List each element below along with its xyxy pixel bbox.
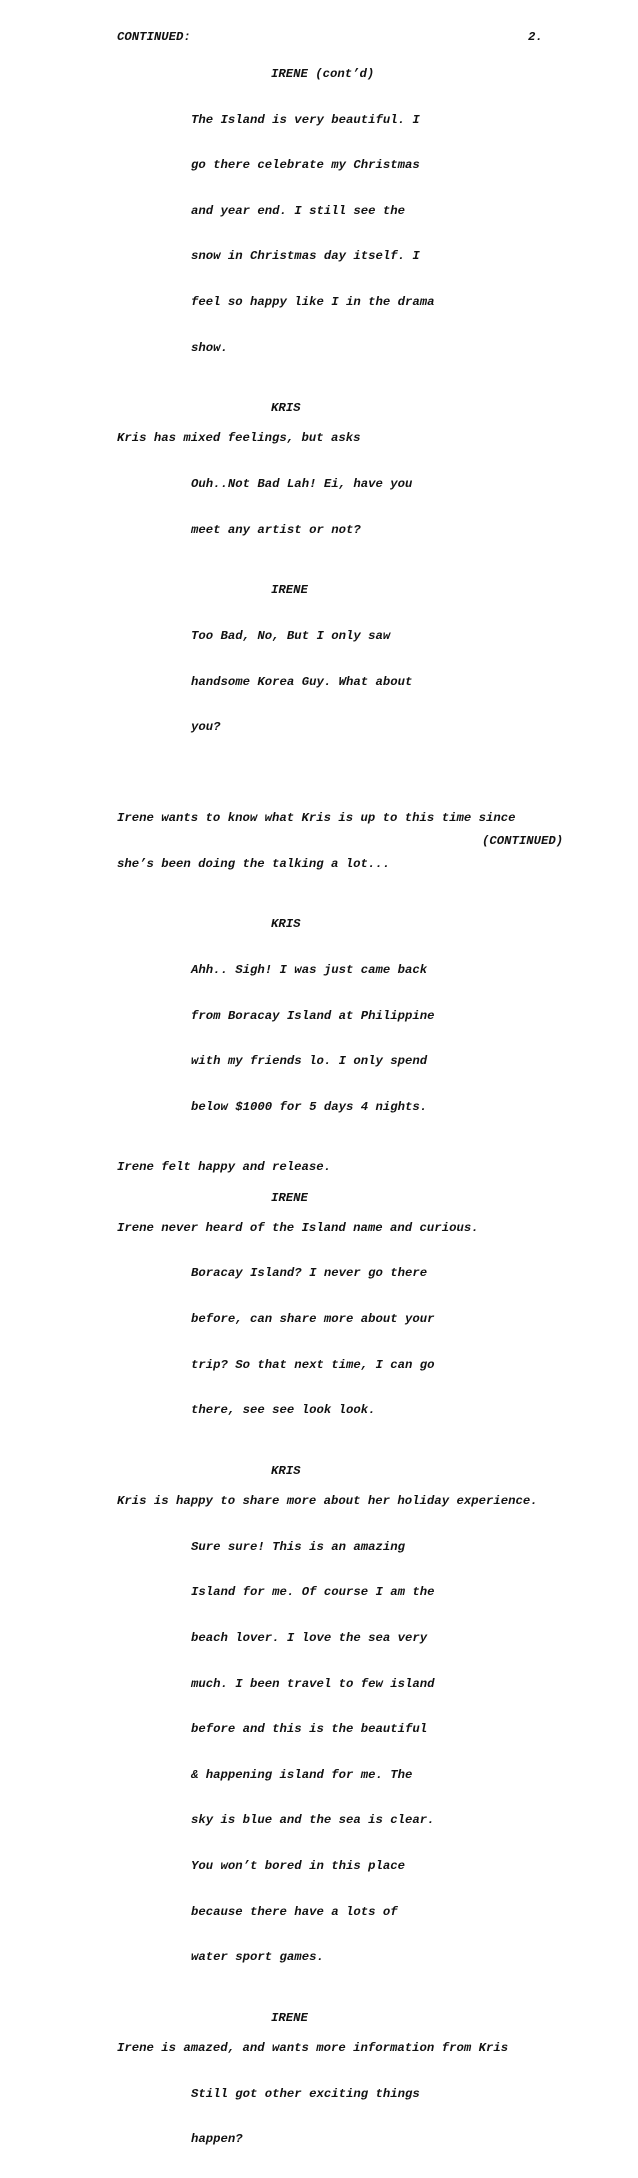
- dialogue-line: below $1000 for 5 days 4 nights.: [191, 1099, 428, 1114]
- dialogue-line: show.: [191, 340, 228, 355]
- character-name: IRENE: [271, 583, 308, 598]
- character-name: KRIS: [271, 1463, 301, 1478]
- character-name: IRENE (cont’d): [271, 67, 375, 81]
- dialogue-line: & happening island for me. The: [191, 1767, 413, 1782]
- action-line: Irene wants to know what Kris is up to this time since: [117, 811, 516, 826]
- dialogue-block: [117, 933, 587, 1146]
- action-line: Irene is amazed, and wants more information from Kris: [117, 2040, 509, 2055]
- dialogue-block: [117, 82, 587, 386]
- character-name: KRIS: [271, 917, 301, 932]
- dialogue-line: Ouh..Not Bad Lah! Ei, have you: [191, 477, 413, 492]
- dialogue-line: you?: [191, 720, 221, 735]
- dialogue-line: happen?: [191, 2132, 243, 2147]
- action-line: Kris is happy to share more about her holiday experience.: [117, 1494, 538, 1509]
- dialogue-line: before, can share more about your: [191, 1312, 435, 1327]
- action-line: Irene felt happy and release.: [117, 1160, 332, 1175]
- action-line: Irene never heard of the Island name and curious.: [117, 1220, 479, 1235]
- action-line: Kris has mixed feelings, but asks: [117, 431, 361, 446]
- dialogue-line: sky is blue and the sea is clear.: [191, 1813, 435, 1828]
- dialogue-line: Boracay Island? I never go there: [191, 1266, 428, 1281]
- dialogue-line: and year end. I still see the: [191, 203, 406, 218]
- dialogue-block: [117, 2056, 587, 2178]
- dialogue-line: Island for me. Of course I am the: [191, 1585, 435, 1600]
- dialogue-line: beach lover. I love the sea very: [191, 1630, 428, 1645]
- dialogue-line: handsome Korea Guy. What about: [191, 674, 413, 689]
- dialogue-line: go there celebrate my Christmas: [191, 158, 420, 173]
- dialogue-block: [117, 599, 587, 766]
- continued-footer: (CONTINUED): [482, 834, 564, 848]
- dialogue-line: meet any artist or not?: [191, 522, 361, 537]
- dialogue-line: trip? So that next time, I can go: [191, 1357, 435, 1372]
- dialogue-line: Sure sure! This is an amazing: [191, 1539, 406, 1554]
- dialogue-line: water sport games.: [191, 1950, 324, 1965]
- dialogue-line: The Island is very beautiful. I: [191, 112, 420, 127]
- script-body: [117, 67, 587, 2178]
- dialogue-line: before and this is the beautiful: [191, 1722, 428, 1737]
- dialogue-line: much. I been travel to few island: [191, 1676, 435, 1691]
- dialogue-block: [117, 1509, 587, 1996]
- dialogue-line: with my friends lo. I only spend: [191, 1054, 428, 1069]
- dialogue-line: snow in Christmas day itself. I: [191, 249, 420, 264]
- action-line: she’s been doing the talking a lot...: [117, 856, 391, 871]
- dialogue-line: because there have a lots of: [191, 1904, 398, 1919]
- dialogue-line: feel so happy like I in the drama: [191, 295, 435, 310]
- dialogue-line: You won’t bored in this place: [191, 1858, 406, 1873]
- page-number: 2.: [528, 30, 543, 44]
- dialogue-block: [117, 1236, 587, 1449]
- character-name: KRIS: [271, 401, 301, 416]
- dialogue-line: Ahh.. Sigh! I was just came back: [191, 962, 428, 977]
- dialogue-line: Still got other exciting things: [191, 2086, 420, 2101]
- continued-header: CONTINUED:: [117, 30, 191, 44]
- dialogue-block: [117, 447, 587, 569]
- dialogue-line: Too Bad, No, But I only saw: [191, 628, 391, 643]
- character-name: IRENE: [271, 1190, 308, 1205]
- dialogue-line: there, see see look look.: [191, 1403, 376, 1418]
- dialogue-line: from Boracay Island at Philippine: [191, 1008, 435, 1023]
- character-name: IRENE: [271, 2010, 308, 2025]
